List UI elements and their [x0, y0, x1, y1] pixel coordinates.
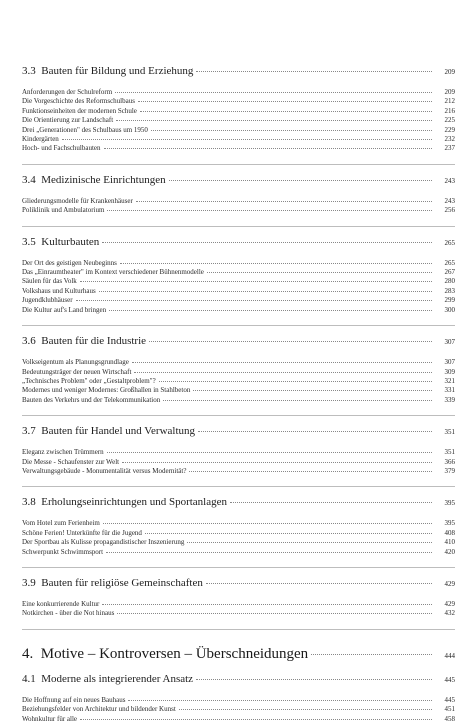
toc-entry: [22, 529, 455, 538]
toc-section: [22, 495, 455, 557]
toc-entry-page: 366: [444, 457, 455, 466]
toc-entry-title: Hoch- und Fachschulbauten: [22, 144, 101, 153]
toc-entry-page: 420: [444, 547, 455, 556]
dot-leader: [76, 300, 432, 301]
dot-leader: [134, 372, 432, 373]
section-heading: [22, 64, 455, 79]
section-heading-number: 4.1: [22, 672, 36, 685]
dot-leader: [138, 101, 432, 102]
toc-entry-title: Eine konkurrierende Kultur: [22, 599, 100, 608]
section-heading: [22, 424, 455, 439]
section-heading-number: 3.7: [22, 425, 36, 438]
toc-entry-page: 445: [444, 695, 455, 704]
dot-leader: [115, 92, 432, 93]
toc-entry-page: 299: [444, 296, 455, 305]
toc-entry-page: 331: [444, 386, 455, 395]
toc-entry-page: 243: [444, 196, 455, 205]
dot-leader: [159, 381, 432, 382]
dot-leader: [116, 120, 432, 121]
toc-entry-title: Wohnkultur für alle: [22, 714, 78, 723]
section-divider: [22, 415, 455, 416]
toc-entry: [22, 306, 455, 315]
toc-entry-page: 321: [444, 376, 455, 385]
toc-entry-title: Der Sportbau als Kulisse propagandistischer Inszenierung: [22, 538, 185, 547]
dot-leader: [99, 291, 432, 292]
section-heading: [22, 173, 455, 188]
toc-entry-page: 395: [444, 519, 455, 528]
dot-leader: [206, 583, 432, 584]
toc-entry-title: Funktionseinheiten der modernen Schule: [22, 106, 137, 115]
dot-leader: [80, 719, 432, 720]
chapter-heading: [22, 645, 455, 666]
dot-leader: [187, 542, 432, 543]
dot-leader: [62, 139, 432, 140]
toc-entry-page: 351: [444, 448, 455, 457]
toc-section: [22, 64, 455, 154]
chapter-heading-text: Motive – Kontroversen – Überschneidungen: [40, 645, 309, 662]
spacer: [22, 638, 455, 645]
toc-entry-page: 212: [444, 97, 455, 106]
toc-entry-page: 408: [444, 528, 455, 537]
toc-entry: [22, 458, 455, 467]
dot-leader: [151, 130, 432, 131]
toc-entry-page: 256: [444, 206, 455, 215]
toc-entry: [22, 88, 455, 97]
toc-entry: [22, 386, 455, 395]
toc-entry: [22, 705, 455, 714]
section-heading-text: Bauten für Handel und Verwaltung: [41, 425, 196, 438]
toc-entry-title: Der Ort des geistigen Neubeginns: [22, 258, 117, 267]
toc-entry-page: 209: [444, 88, 455, 96]
toc-entry: [22, 519, 455, 528]
table-of-contents: [22, 64, 455, 724]
toc-entry: [22, 396, 455, 405]
section-heading-page: 265: [444, 238, 455, 247]
toc-entry-page: 300: [444, 305, 455, 314]
toc-entry-title: Volkshaus und Kulturhaus: [22, 286, 96, 295]
dot-leader: [140, 111, 432, 112]
toc-entry-page: 232: [444, 135, 455, 144]
toc-entry-page: 309: [444, 367, 455, 376]
section-heading-text: Kulturbauten: [41, 235, 100, 248]
section-heading-title: [22, 64, 193, 78]
section-heading: [22, 235, 455, 250]
toc-entry-page: 429: [444, 599, 455, 608]
toc-entry: [22, 377, 455, 386]
toc-entry: [22, 259, 455, 268]
toc-entry-page: 339: [444, 395, 455, 404]
toc-section: [22, 334, 455, 405]
toc-entry-page: 307: [444, 358, 455, 367]
section-heading: [22, 495, 455, 510]
toc-entry: [22, 287, 455, 296]
section-heading: [22, 334, 455, 349]
toc-entry: [22, 467, 455, 476]
dot-leader: [230, 502, 432, 503]
section-divider: [22, 486, 455, 487]
toc-entry-title: Eleganz zwischen Trümmern: [22, 448, 104, 457]
section-divider: [22, 629, 455, 630]
toc-entry: [22, 268, 455, 277]
toc-entry-page: 265: [444, 258, 455, 267]
toc-entry-title: Bedeutungsträger der neuen Wirtschaft: [22, 367, 132, 376]
section-heading: [22, 672, 455, 687]
toc-entry: [22, 277, 455, 286]
toc-entry-title: Anforderungen der Schulreform: [22, 88, 113, 96]
toc-section: [22, 576, 455, 619]
toc-entry: [22, 609, 455, 618]
section-heading-page: 243: [444, 176, 455, 185]
section-heading-title: [22, 235, 99, 249]
dot-leader: [169, 180, 432, 181]
toc-entry-page: 229: [444, 125, 455, 134]
section-heading-title: [22, 576, 203, 590]
toc-entry: [22, 715, 455, 724]
toc-entry: [22, 126, 455, 135]
toc-entry-title: Schöne Ferien! Unterkünfte für die Jugend: [22, 528, 142, 537]
section-heading-title: [22, 672, 193, 686]
toc-entry: [22, 538, 455, 547]
section-heading-title: [22, 424, 195, 438]
dot-leader: [120, 263, 432, 264]
section-heading-text: Bauten für Bildung und Erziehung: [41, 65, 194, 77]
toc-entry-page: 432: [444, 609, 455, 618]
toc-entry: [22, 296, 455, 305]
section-divider: [22, 567, 455, 568]
toc-entry-page: 237: [444, 144, 455, 153]
dot-leader: [128, 700, 432, 701]
dot-leader: [163, 400, 432, 401]
section-heading-title: [22, 495, 227, 509]
section-heading-page: 445: [444, 675, 455, 684]
dot-leader: [80, 281, 432, 282]
toc-entry-title: Das „Einraumtheater" im Kontext verschiedener Bühnenmodelle: [22, 268, 204, 277]
toc-entry-title: Volkseigentum als Planungsgrundlage: [22, 358, 129, 367]
toc-entry: [22, 448, 455, 457]
toc-entry-title: Drei „Generationen" des Schulbaus um 1950: [22, 125, 148, 134]
dot-leader: [311, 654, 432, 655]
toc-entry-page: 225: [444, 116, 455, 125]
toc-entry-page: 451: [444, 705, 455, 714]
dot-leader: [196, 679, 432, 680]
section-heading-page: 429: [444, 579, 455, 588]
dot-leader: [193, 390, 432, 391]
dot-leader: [107, 452, 432, 453]
dot-leader: [109, 310, 432, 311]
toc-entry-title: Schwerpunkt Schwimmsport: [22, 547, 104, 556]
toc-entry: [22, 548, 455, 557]
toc-entry-page: 216: [444, 106, 455, 115]
toc-section: [22, 424, 455, 476]
toc-section: [22, 235, 455, 315]
section-heading-text: Bauten für religiöse Gemeinschaften: [41, 576, 203, 589]
dot-leader: [102, 242, 432, 243]
dot-leader: [122, 462, 432, 463]
toc-entry-title: Poliklinik und Ambulatorium: [22, 206, 105, 215]
section-heading-title: [22, 334, 146, 348]
dot-leader: [102, 604, 432, 605]
section-heading-page: 307: [444, 338, 455, 347]
toc-entry: [22, 144, 455, 153]
chapter-heading-number: 4.: [22, 645, 34, 662]
toc-entry-page: 379: [444, 466, 455, 475]
dot-leader: [103, 523, 432, 524]
toc-entry-title: Notkirchen - über die Not hinaus: [22, 609, 115, 618]
toc-entry: [22, 97, 455, 106]
toc-entry-page: 280: [444, 277, 455, 286]
toc-entry-title: Jugendklubhäuser: [22, 296, 73, 305]
section-heading-number: 3.4: [22, 173, 36, 186]
toc-entry-title: Beziehungsfelder von Architektur und bildender Kunst: [22, 705, 176, 714]
toc-entry-page: 410: [444, 538, 455, 547]
dot-leader: [106, 552, 432, 553]
chapter-heading-title: [22, 645, 308, 664]
toc-entry: [22, 135, 455, 144]
toc-entry: [22, 368, 455, 377]
toc-entry-title: Modernes und weniger Modernes: Großhallen in Stahlbeton: [22, 386, 191, 395]
toc-entry-title: Die Orientierung zur Landschaft: [22, 116, 114, 125]
section-divider: [22, 226, 455, 227]
toc-entry-title: Säulen für das Volk: [22, 277, 77, 286]
dot-leader: [145, 533, 432, 534]
toc-entry-title: Gliederungsmodelle für Krankenhäuser: [22, 196, 133, 205]
section-heading-text: Erholungseinrichtungen und Sportanlagen: [41, 496, 227, 509]
section-heading-page: 351: [444, 428, 455, 437]
dot-leader: [189, 471, 432, 472]
dot-leader: [196, 71, 432, 72]
toc-entry: [22, 107, 455, 116]
section-heading-number: 3.6: [22, 335, 36, 348]
dot-leader: [107, 210, 432, 211]
toc-entry: [22, 197, 455, 206]
dot-leader: [104, 148, 432, 149]
toc-entry-page: 283: [444, 286, 455, 295]
toc-entry-title: „Technisches Problem" oder „Gestaltproblem"?: [22, 376, 156, 385]
section-heading-page: 395: [444, 499, 455, 508]
toc-entry: [22, 600, 455, 609]
dot-leader: [117, 613, 432, 614]
toc-entry-title: Kindergärten: [22, 135, 59, 144]
dot-leader: [179, 709, 432, 710]
toc-entry: [22, 116, 455, 125]
section-heading-text: Moderne als integrierender Ansatz: [41, 672, 194, 685]
toc-entry-title: Vom Hotel zum Ferienheim: [22, 519, 100, 528]
toc-section: [22, 672, 455, 724]
toc-entry-title: Bauten des Verkehrs und der Telekommunikation: [22, 395, 161, 404]
toc-section: [22, 173, 455, 216]
section-heading-number: 3.8: [22, 496, 36, 509]
toc-entry-title: Verwaltungsgebäude - Monumentalität versus Modernität?: [22, 466, 187, 475]
section-heading-text: Medizinische Einrichtungen: [41, 173, 166, 186]
dot-leader: [136, 201, 432, 202]
toc-entry: [22, 696, 455, 705]
toc-entry-title: Die Kultur auf's Land bringen: [22, 305, 107, 314]
toc-entry-title: Die Messe - Schaufenster zur Welt: [22, 457, 120, 466]
section-heading-number: 3.3: [22, 65, 36, 77]
dot-leader: [149, 341, 432, 342]
dot-leader: [132, 362, 432, 363]
section-heading: [22, 576, 455, 591]
toc-entry-page: 458: [444, 714, 455, 723]
toc-entry: [22, 358, 455, 367]
chapter-heading-page: 444: [444, 651, 455, 660]
toc-entry: [22, 206, 455, 215]
section-heading-number: 3.5: [22, 235, 36, 248]
toc-entry-title: Die Hoffnung auf ein neues Bauhaus: [22, 695, 126, 704]
section-heading-title: [22, 173, 166, 187]
toc-entry-title: Die Vorgeschichte des Reformschulbaus: [22, 97, 135, 106]
section-divider: [22, 325, 455, 326]
section-heading-page: 209: [444, 68, 455, 76]
toc-entry-page: 267: [444, 268, 455, 277]
section-heading-text: Bauten für die Industrie: [41, 335, 147, 348]
section-heading-number: 3.9: [22, 576, 36, 589]
section-divider: [22, 164, 455, 165]
dot-leader: [207, 272, 432, 273]
dot-leader: [198, 431, 432, 432]
